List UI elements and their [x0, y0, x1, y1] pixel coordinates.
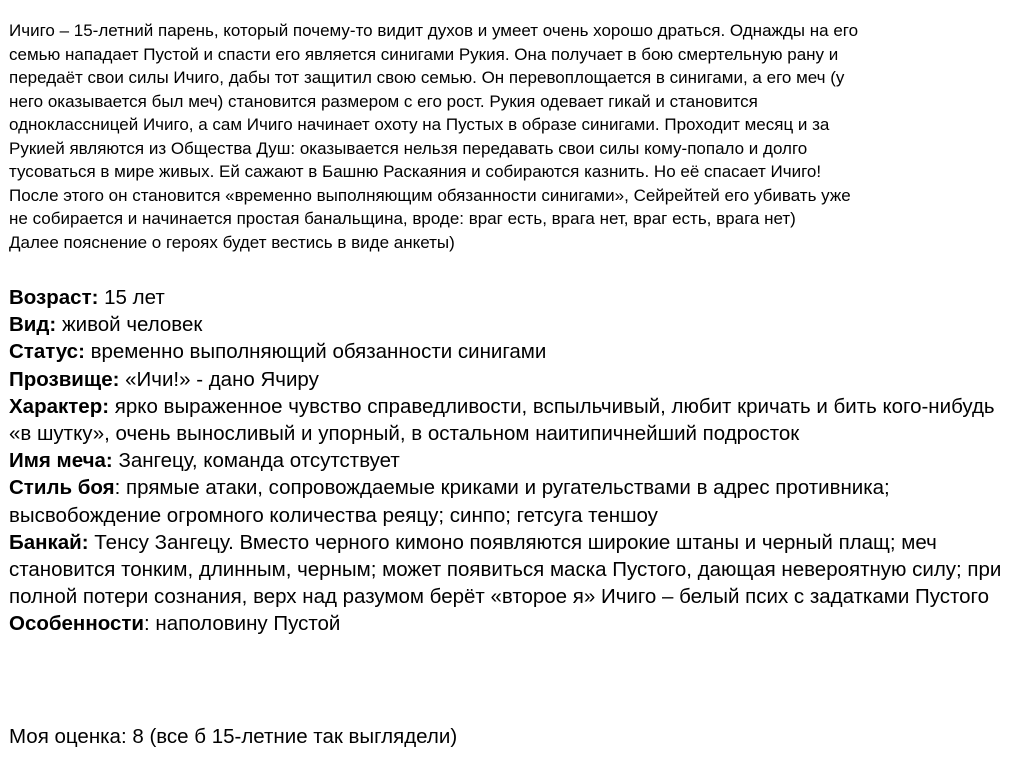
- character-profile: [9, 284, 1014, 638]
- intro-paragraph: [9, 19, 1019, 254]
- field-value: : прямые атаки, сопровождаемые криками и ругательствами в адрес противника; высвобождение огромного количества реяцу; синпо; гетсуга теншоу: [9, 476, 890, 527]
- intro-line: Ичиго – 15-летний парень, который почему-то видит духов и умеет очень хорошо драться. Однажды на его: [9, 21, 859, 40]
- profile-fighting-style: [9, 474, 1014, 528]
- field-value: живой человек: [56, 313, 203, 337]
- intro-line: Далее пояснение о героях будет вестись в виде анкеты): [9, 232, 455, 252]
- field-label: Особенности: [9, 612, 144, 636]
- field-value: «Ичи!» - дано Ячиру: [119, 367, 319, 391]
- field-value: ярко выраженное чувство справедливости, вспыльчивый, любит кричать и бить кого-нибудь «в шутку», очень выносливый и упорный, в остальном наитипичнейший подросток: [9, 394, 995, 446]
- profile-nickname: [9, 366, 1014, 393]
- intro-line: После этого он становится «временно выполняющим обязанности синигами», Сейрейтей его убивать уже: [9, 185, 851, 205]
- profile-status: [9, 338, 1014, 365]
- field-label: Характер:: [9, 394, 110, 418]
- field-label: Возраст:: [9, 286, 99, 309]
- rating-text: Моя оценка: 8 (все б 15-летние так выглядели): [9, 725, 458, 748]
- intro-line: не собирается и начинается простая банальщина, вроде: враг есть, врага нет, враг есть, врага нет): [9, 209, 796, 228]
- profile-bankai: [9, 529, 1014, 611]
- profile-character: [9, 393, 1014, 447]
- profile-age: [9, 284, 1014, 311]
- profile-kind: [9, 311, 1014, 338]
- field-value: временно выполняющий обязанности синигами: [84, 340, 547, 364]
- field-label: Стиль боя: [9, 476, 115, 500]
- field-value: 15 лет: [98, 286, 165, 309]
- field-label: Имя меча:: [9, 449, 113, 473]
- field-value: : наполовину Пустой: [144, 612, 341, 636]
- field-value: Зангецу, команда отсутствует: [112, 449, 400, 473]
- profile-sword-name: [9, 447, 1014, 474]
- field-value: Тенсу Зангецу. Вместо черного кимоно появляются широкие штаны и черный плащ; меч становится тонким, длинным, черным; может появиться маска Пустого, дающая невероятную силу; при полной потери сознания, верх над разумом берёт «второе я» Ичиго – белый псих с задатками Пустого: [9, 530, 1002, 609]
- intro-line: одноклассницей Ичиго, а сам Ичиго начинает охоту на Пустых в образе синигами. Проходит месяц и за: [9, 115, 830, 134]
- profile-features: [9, 610, 1014, 637]
- field-label: Статус:: [9, 340, 85, 364]
- intro-line: него оказывается был меч) становится размером с его рост. Рукия одевает гикай и становится: [9, 91, 758, 111]
- field-label: Прозвище:: [9, 367, 120, 391]
- intro-line: передаёт свои силы Ичиго, дабы тот защитил свою семью. Он перевоплощается в синигами, а его меч (у: [9, 68, 845, 87]
- field-label: Вид:: [9, 313, 57, 337]
- intro-line: тусоваться в мире живых. Ей сажают в Башню Раскаяния и собираются казнить. Но её спасает Ичиго!: [9, 162, 822, 181]
- field-label: Банкай:: [9, 530, 89, 554]
- intro-line: Рукией являются из Общества Душ: оказывается нельзя передавать свои силы кому-попало и долго: [9, 138, 808, 158]
- intro-line: семью нападает Пустой и спасти его является синигами Рукия. Она получает в бою смертельную рану и: [9, 44, 839, 64]
